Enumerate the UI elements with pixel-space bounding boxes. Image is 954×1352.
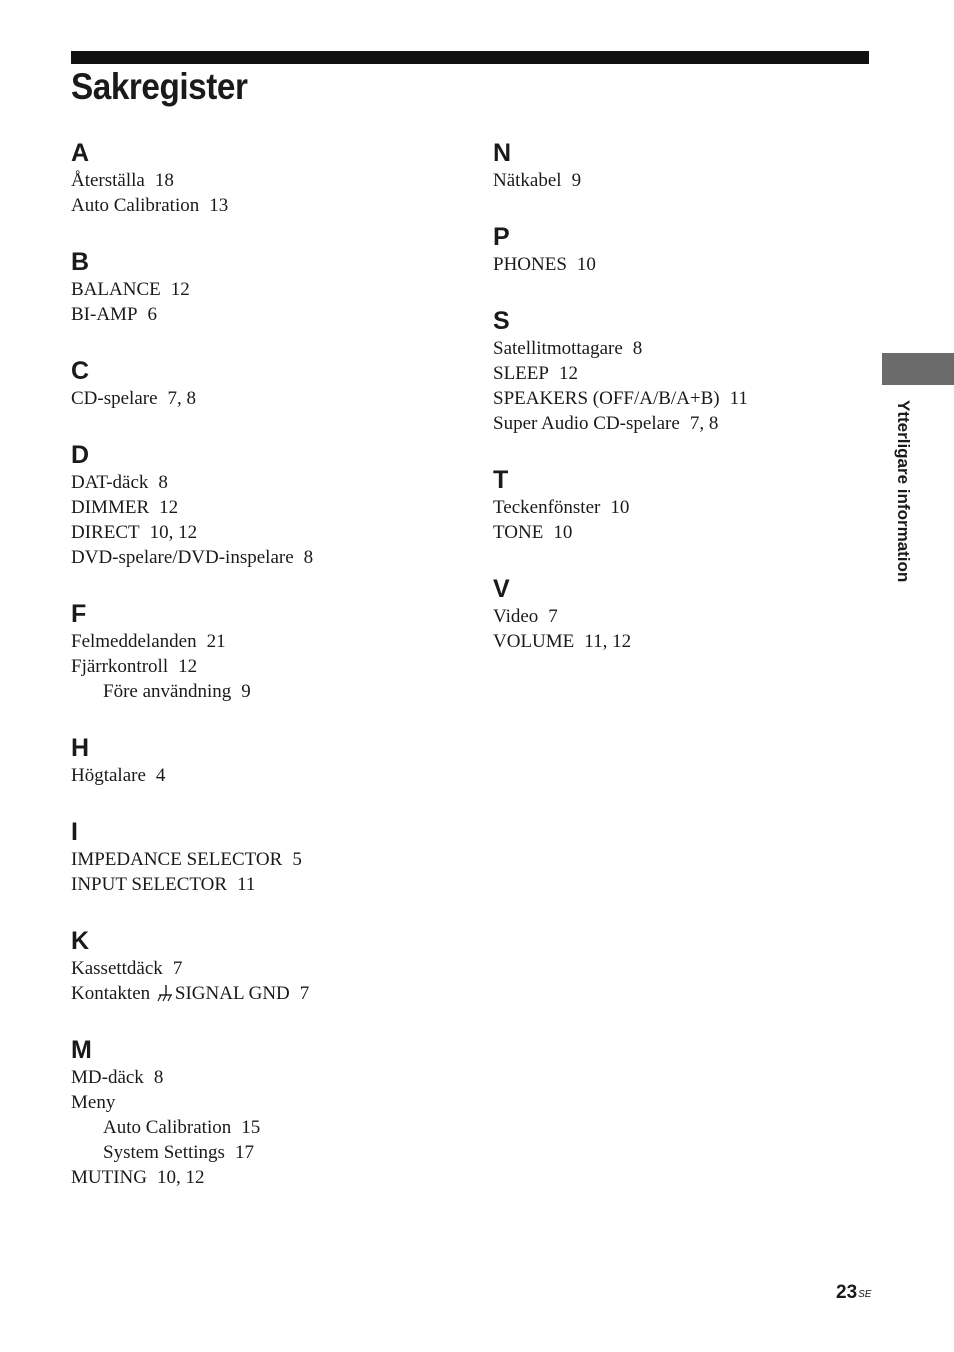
entry-page-ref: 12 xyxy=(558,363,578,384)
entry-term: System Settings xyxy=(103,1142,225,1163)
index-entry xyxy=(493,411,873,436)
index-section-b xyxy=(71,247,471,356)
index-entry xyxy=(71,520,471,545)
entry-term: DVD-spelare/DVD-inspelare xyxy=(71,547,294,568)
section-letter: H xyxy=(71,734,90,762)
index-entry xyxy=(71,981,471,1006)
index-entry xyxy=(71,629,471,654)
section-spacer xyxy=(493,545,873,574)
index-entry xyxy=(493,168,873,193)
section-spacer xyxy=(493,193,873,222)
index-section-p xyxy=(493,222,873,306)
section-letter: N xyxy=(493,139,512,167)
entry-term: TONE xyxy=(493,522,544,543)
entry-page-ref: 10 xyxy=(610,497,630,518)
entry-term: Högtalare xyxy=(71,765,146,786)
section-spacer xyxy=(71,411,471,440)
section-spacer xyxy=(71,704,471,733)
section-letter: D xyxy=(71,441,90,469)
index-entry xyxy=(71,872,471,897)
entry-page-ref: 8 xyxy=(632,338,643,359)
entry-page-ref: 12 xyxy=(178,656,198,677)
index-entry xyxy=(493,604,873,629)
index-entry xyxy=(493,336,873,361)
signal-ground-icon xyxy=(157,984,173,1002)
entry-page-ref: 8 xyxy=(153,1067,164,1088)
index-section-s xyxy=(493,306,873,465)
index-section-k xyxy=(71,926,471,1035)
index-entry xyxy=(71,847,471,872)
entry-term: DIRECT xyxy=(71,522,140,543)
section-spacer xyxy=(71,570,471,599)
entry-page-ref: 7 xyxy=(548,606,558,627)
index-section-t xyxy=(493,465,873,574)
entry-term: BALANCE xyxy=(71,279,161,300)
entry-term: Auto Calibration xyxy=(103,1117,232,1138)
index-entry xyxy=(71,470,471,495)
entry-page-ref: 9 xyxy=(571,170,582,191)
section-tab-marker xyxy=(882,353,954,385)
section-spacer xyxy=(71,1006,471,1035)
index-column-right xyxy=(493,138,873,654)
page-number-value: 23 xyxy=(836,1282,858,1303)
entry-term: SPEAKERS (OFF/A/B/A+B) xyxy=(493,388,720,409)
index-entry xyxy=(71,193,471,218)
entry-page-ref: 6 xyxy=(147,304,158,325)
entry-page-ref: 4 xyxy=(155,765,166,786)
entry-page-ref: 7 xyxy=(299,983,310,1004)
index-entry xyxy=(71,277,471,302)
section-letter: A xyxy=(71,139,90,167)
index-entry xyxy=(71,956,471,981)
entry-term: Kontakten xyxy=(71,983,151,1004)
entry-term: Teckenfönster xyxy=(493,497,601,518)
entry-term: MD-däck xyxy=(71,1067,144,1088)
entry-term: Nätkabel xyxy=(493,170,562,191)
entry-page-ref: 5 xyxy=(292,849,302,870)
page-number-suffix: SE xyxy=(858,1289,872,1300)
entry-term: IMPEDANCE SELECTOR xyxy=(71,849,283,870)
entry-page-ref: 21 xyxy=(206,631,226,652)
index-section-i xyxy=(71,817,471,926)
side-section-label: Ytterligare information xyxy=(894,400,913,583)
index-entry xyxy=(493,361,873,386)
entry-term-suffix: SIGNAL GND xyxy=(174,983,290,1004)
entry-page-ref: 7 xyxy=(172,958,183,979)
entry-term: Fjärrkontroll xyxy=(71,656,169,677)
entry-page-ref: 11 xyxy=(237,874,256,895)
entry-page-ref: 15 xyxy=(241,1117,261,1138)
entry-page-ref: 10, 12 xyxy=(149,522,198,543)
entry-term: Återställa xyxy=(71,170,145,191)
section-spacer xyxy=(71,327,471,356)
index-section-v xyxy=(493,574,873,654)
section-letter: K xyxy=(71,927,90,955)
entry-page-ref: 7, 8 xyxy=(689,413,719,434)
index-section-d xyxy=(71,440,471,599)
index-subentry xyxy=(71,1140,471,1165)
entry-page-ref: 8 xyxy=(303,547,314,568)
entry-term: Före användning xyxy=(103,681,232,702)
entry-page-ref: 8 xyxy=(158,472,168,493)
index-entry xyxy=(71,1065,471,1090)
entry-page-ref: 11 xyxy=(729,388,748,409)
section-letter: T xyxy=(493,466,509,494)
section-letter: C xyxy=(71,357,90,385)
entry-term: Satellitmottagare xyxy=(493,338,623,359)
index-entry xyxy=(71,302,471,327)
section-letter: S xyxy=(493,307,510,335)
page-title: Sakregister xyxy=(71,66,248,107)
entry-page-ref: 12 xyxy=(159,497,179,518)
section-spacer xyxy=(493,277,873,306)
index-entry xyxy=(493,629,873,654)
index-entry xyxy=(71,386,471,411)
entry-term: Felmeddelanden xyxy=(71,631,197,652)
index-subentry xyxy=(71,679,471,704)
section-letter: V xyxy=(493,575,510,603)
entry-term: DIMMER xyxy=(71,497,150,518)
index-entry xyxy=(493,252,873,277)
entry-term: Meny xyxy=(71,1092,116,1113)
entry-term: BI-AMP xyxy=(71,304,138,325)
index-section-m xyxy=(71,1035,471,1190)
section-spacer xyxy=(493,436,873,465)
entry-page-ref: 10 xyxy=(576,254,596,275)
section-letter: M xyxy=(71,1036,92,1064)
section-letter: I xyxy=(71,818,78,846)
index-subentry xyxy=(71,1115,471,1140)
index-entry xyxy=(493,495,873,520)
entry-page-ref: 10 xyxy=(553,522,573,543)
section-letter: P xyxy=(493,223,510,251)
entry-term: INPUT SELECTOR xyxy=(71,874,228,895)
section-spacer xyxy=(71,897,471,926)
index-entry xyxy=(493,386,873,411)
entry-page-ref: 18 xyxy=(154,170,174,191)
entry-page-ref: 11, 12 xyxy=(584,631,632,652)
entry-page-ref: 13 xyxy=(209,195,229,216)
entry-page-ref: 12 xyxy=(170,279,190,300)
entry-page-ref: 17 xyxy=(234,1142,254,1163)
entry-term: Super Audio CD-spelare xyxy=(493,413,680,434)
index-section-n xyxy=(493,138,873,222)
entry-page-ref: 10, 12 xyxy=(157,1167,205,1188)
entry-term: MUTING xyxy=(71,1167,147,1188)
index-section-a xyxy=(71,138,471,247)
index-section-f xyxy=(71,599,471,733)
section-spacer xyxy=(71,218,471,247)
index-entry xyxy=(71,654,471,679)
top-rule xyxy=(71,51,869,64)
entry-term: VOLUME xyxy=(493,631,575,652)
index-section-h xyxy=(71,733,471,817)
entry-term: SLEEP xyxy=(493,363,549,384)
index-entry xyxy=(493,520,873,545)
index-column-left xyxy=(71,138,471,1190)
index-entry xyxy=(71,168,471,193)
section-letter: B xyxy=(71,248,90,276)
section-letter: F xyxy=(71,600,87,628)
index-entry xyxy=(71,545,471,570)
index-entry xyxy=(71,495,471,520)
index-section-c xyxy=(71,356,471,440)
entry-page-ref: 9 xyxy=(241,681,251,702)
entry-term: CD-spelare xyxy=(71,388,158,409)
entry-term: Kassettdäck xyxy=(71,958,163,979)
entry-term: Auto Calibration xyxy=(71,195,200,216)
index-entry xyxy=(71,1090,471,1115)
section-spacer xyxy=(71,788,471,817)
entry-term: DAT-däck xyxy=(71,472,149,493)
entry-term: Video xyxy=(493,606,539,627)
index-entry xyxy=(71,1165,471,1190)
entry-term: PHONES xyxy=(493,254,567,275)
index-entry xyxy=(71,763,471,788)
entry-page-ref: 7, 8 xyxy=(167,388,197,409)
page-number xyxy=(836,1281,871,1305)
